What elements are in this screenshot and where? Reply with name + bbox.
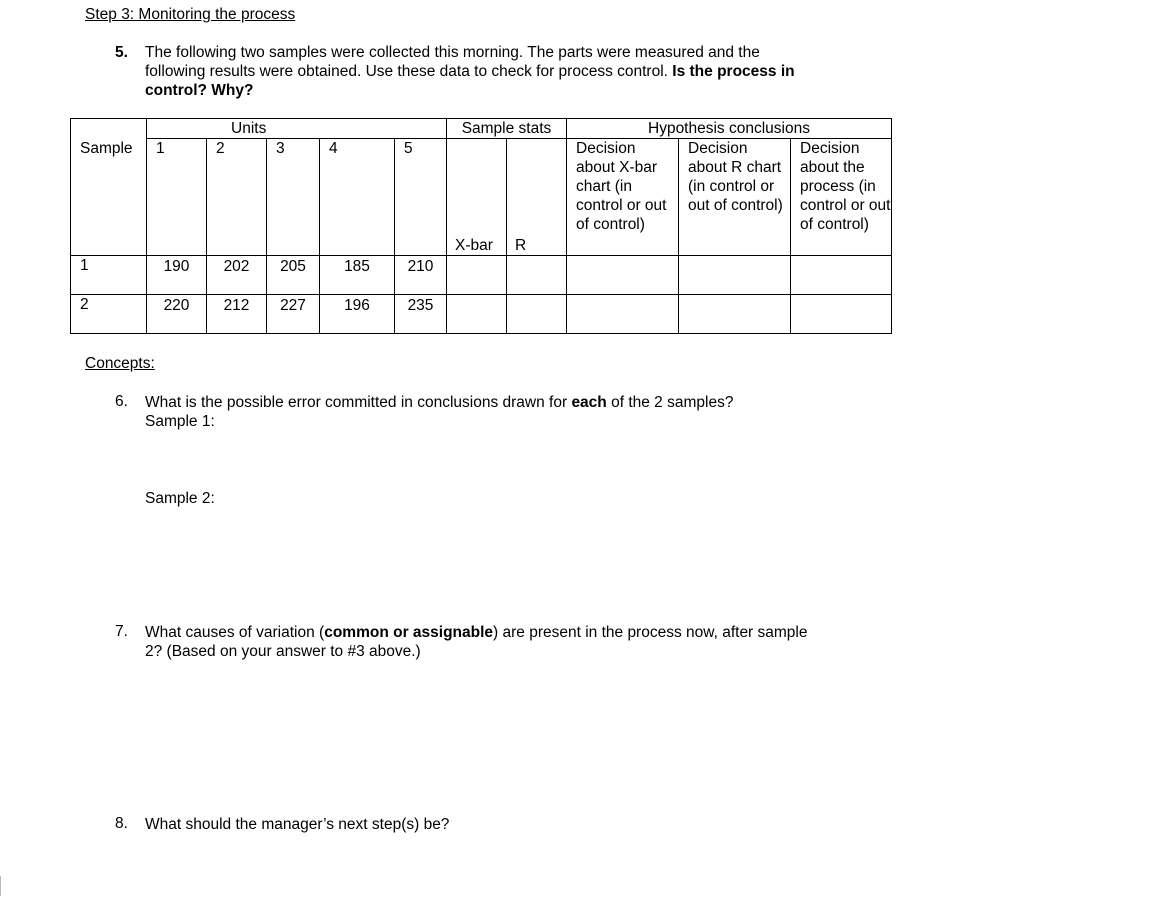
unit-number-4: [320, 139, 395, 256]
decision-r-answer-cell[interactable]: [679, 256, 791, 295]
unit-number-5: [395, 139, 447, 256]
question-5-text-part1: The following two samples were collected this morning. The parts were measured and the following results were obtained. Use these data to check for process control.: [145, 44, 760, 80]
question-7-text-bold: common or assignable: [324, 624, 494, 641]
unit-number-1-label: 1: [156, 140, 165, 157]
value: 196: [344, 297, 370, 314]
sample-table: [70, 118, 892, 334]
hypothesis-label: Hypothesis conclusions: [648, 120, 810, 137]
units-header: [147, 119, 447, 139]
value-cell: [320, 256, 395, 295]
xbar-label: X-bar: [455, 237, 493, 254]
value-cell: [395, 295, 447, 334]
question-5-text-bold: Is the process in control? Why?: [145, 63, 795, 99]
question-6-text-bold: each: [571, 394, 607, 411]
sample-id-cell: [71, 256, 147, 295]
question-6-text-part1: What is the possible error committed in conclusions drawn for: [145, 394, 572, 411]
unit-number-5-label: 5: [404, 140, 413, 157]
question-6-text: [145, 393, 845, 412]
value: 185: [344, 258, 370, 275]
value: 227: [280, 297, 306, 314]
value: 220: [163, 297, 190, 314]
table-header-row-1: [71, 119, 892, 139]
question-6-number: 6.: [115, 393, 128, 410]
question-5-text: [145, 43, 820, 100]
decision-process-label: Decision about the process (in control or out of control): [800, 140, 891, 233]
unit-number-2: [207, 139, 267, 256]
unit-number-1: [147, 139, 207, 256]
value: 212: [223, 297, 250, 314]
sample-label-cell: [71, 139, 147, 256]
value-cell: [267, 295, 320, 334]
question-7-text-part1: What causes of variation (: [145, 624, 325, 641]
r-answer-cell[interactable]: [507, 295, 567, 334]
question-8-text: What should the manager’s next step(s) be?: [145, 816, 450, 833]
value: 210: [407, 258, 434, 275]
xbar-header: [447, 139, 507, 256]
value-cell: [207, 256, 267, 295]
question-5-number: 5.: [115, 44, 128, 61]
units-header-label: Units: [231, 120, 267, 137]
unit-number-3: [267, 139, 320, 256]
question-7-text: [145, 623, 820, 661]
table-row: [71, 295, 892, 334]
unit-number-3-label: 3: [276, 140, 285, 157]
sample-1-label: Sample 1:: [145, 413, 215, 430]
sample-stats-header: [447, 119, 567, 139]
table-row: [71, 256, 892, 295]
sample-stats-label: Sample stats: [461, 120, 552, 137]
value-cell: [147, 295, 207, 334]
value: 190: [163, 258, 190, 275]
question-8-number: 8.: [115, 815, 128, 832]
question-7-text-part2: ) are present in the process now, after sample 2? (Based on your answer to #3 above.): [145, 624, 808, 660]
sample-id: 2: [80, 296, 89, 313]
hypothesis-header: [567, 119, 892, 139]
r-label: R: [515, 237, 527, 254]
r-header: [507, 139, 567, 256]
value-cell: [147, 256, 207, 295]
xbar-answer-cell[interactable]: [447, 295, 507, 334]
value-cell: [395, 256, 447, 295]
sample-id: 1: [80, 257, 89, 274]
decision-process-answer-cell[interactable]: [791, 295, 892, 334]
unit-number-4-label: 4: [329, 140, 338, 157]
step-heading: Step 3: Monitoring the process: [85, 6, 296, 23]
value: 235: [407, 297, 434, 314]
value-cell: [320, 295, 395, 334]
decision-xbar-header: [567, 139, 679, 256]
table-header-row-2: [71, 139, 892, 256]
sample-2-label: Sample 2:: [145, 490, 215, 507]
xbar-answer-cell[interactable]: [447, 256, 507, 295]
value: 205: [280, 258, 306, 275]
value: 202: [223, 258, 250, 275]
sample-id-cell: [71, 295, 147, 334]
value-cell: [267, 256, 320, 295]
decision-process-answer-cell[interactable]: [791, 256, 892, 295]
question-6-text-part2: of the 2 samples?: [606, 394, 734, 411]
decision-xbar-label: Decision about X-bar chart (in control or out of control): [576, 140, 667, 233]
decision-r-header: [679, 139, 791, 256]
decision-xbar-answer-cell[interactable]: [567, 295, 679, 334]
decision-r-label: Decision about R chart (in control or out of control): [688, 140, 783, 214]
unit-number-2-label: 2: [216, 140, 225, 157]
decision-xbar-answer-cell[interactable]: [567, 256, 679, 295]
question-7-number: 7.: [115, 623, 128, 640]
decision-r-answer-cell[interactable]: [679, 295, 791, 334]
sample-label: Sample: [80, 139, 133, 157]
concepts-heading: Concepts:: [85, 355, 155, 372]
decision-process-header: [791, 139, 892, 256]
r-answer-cell[interactable]: [507, 256, 567, 295]
value-cell: [207, 295, 267, 334]
header-blank: [71, 119, 147, 139]
page-edge-divider: [0, 876, 1, 896]
